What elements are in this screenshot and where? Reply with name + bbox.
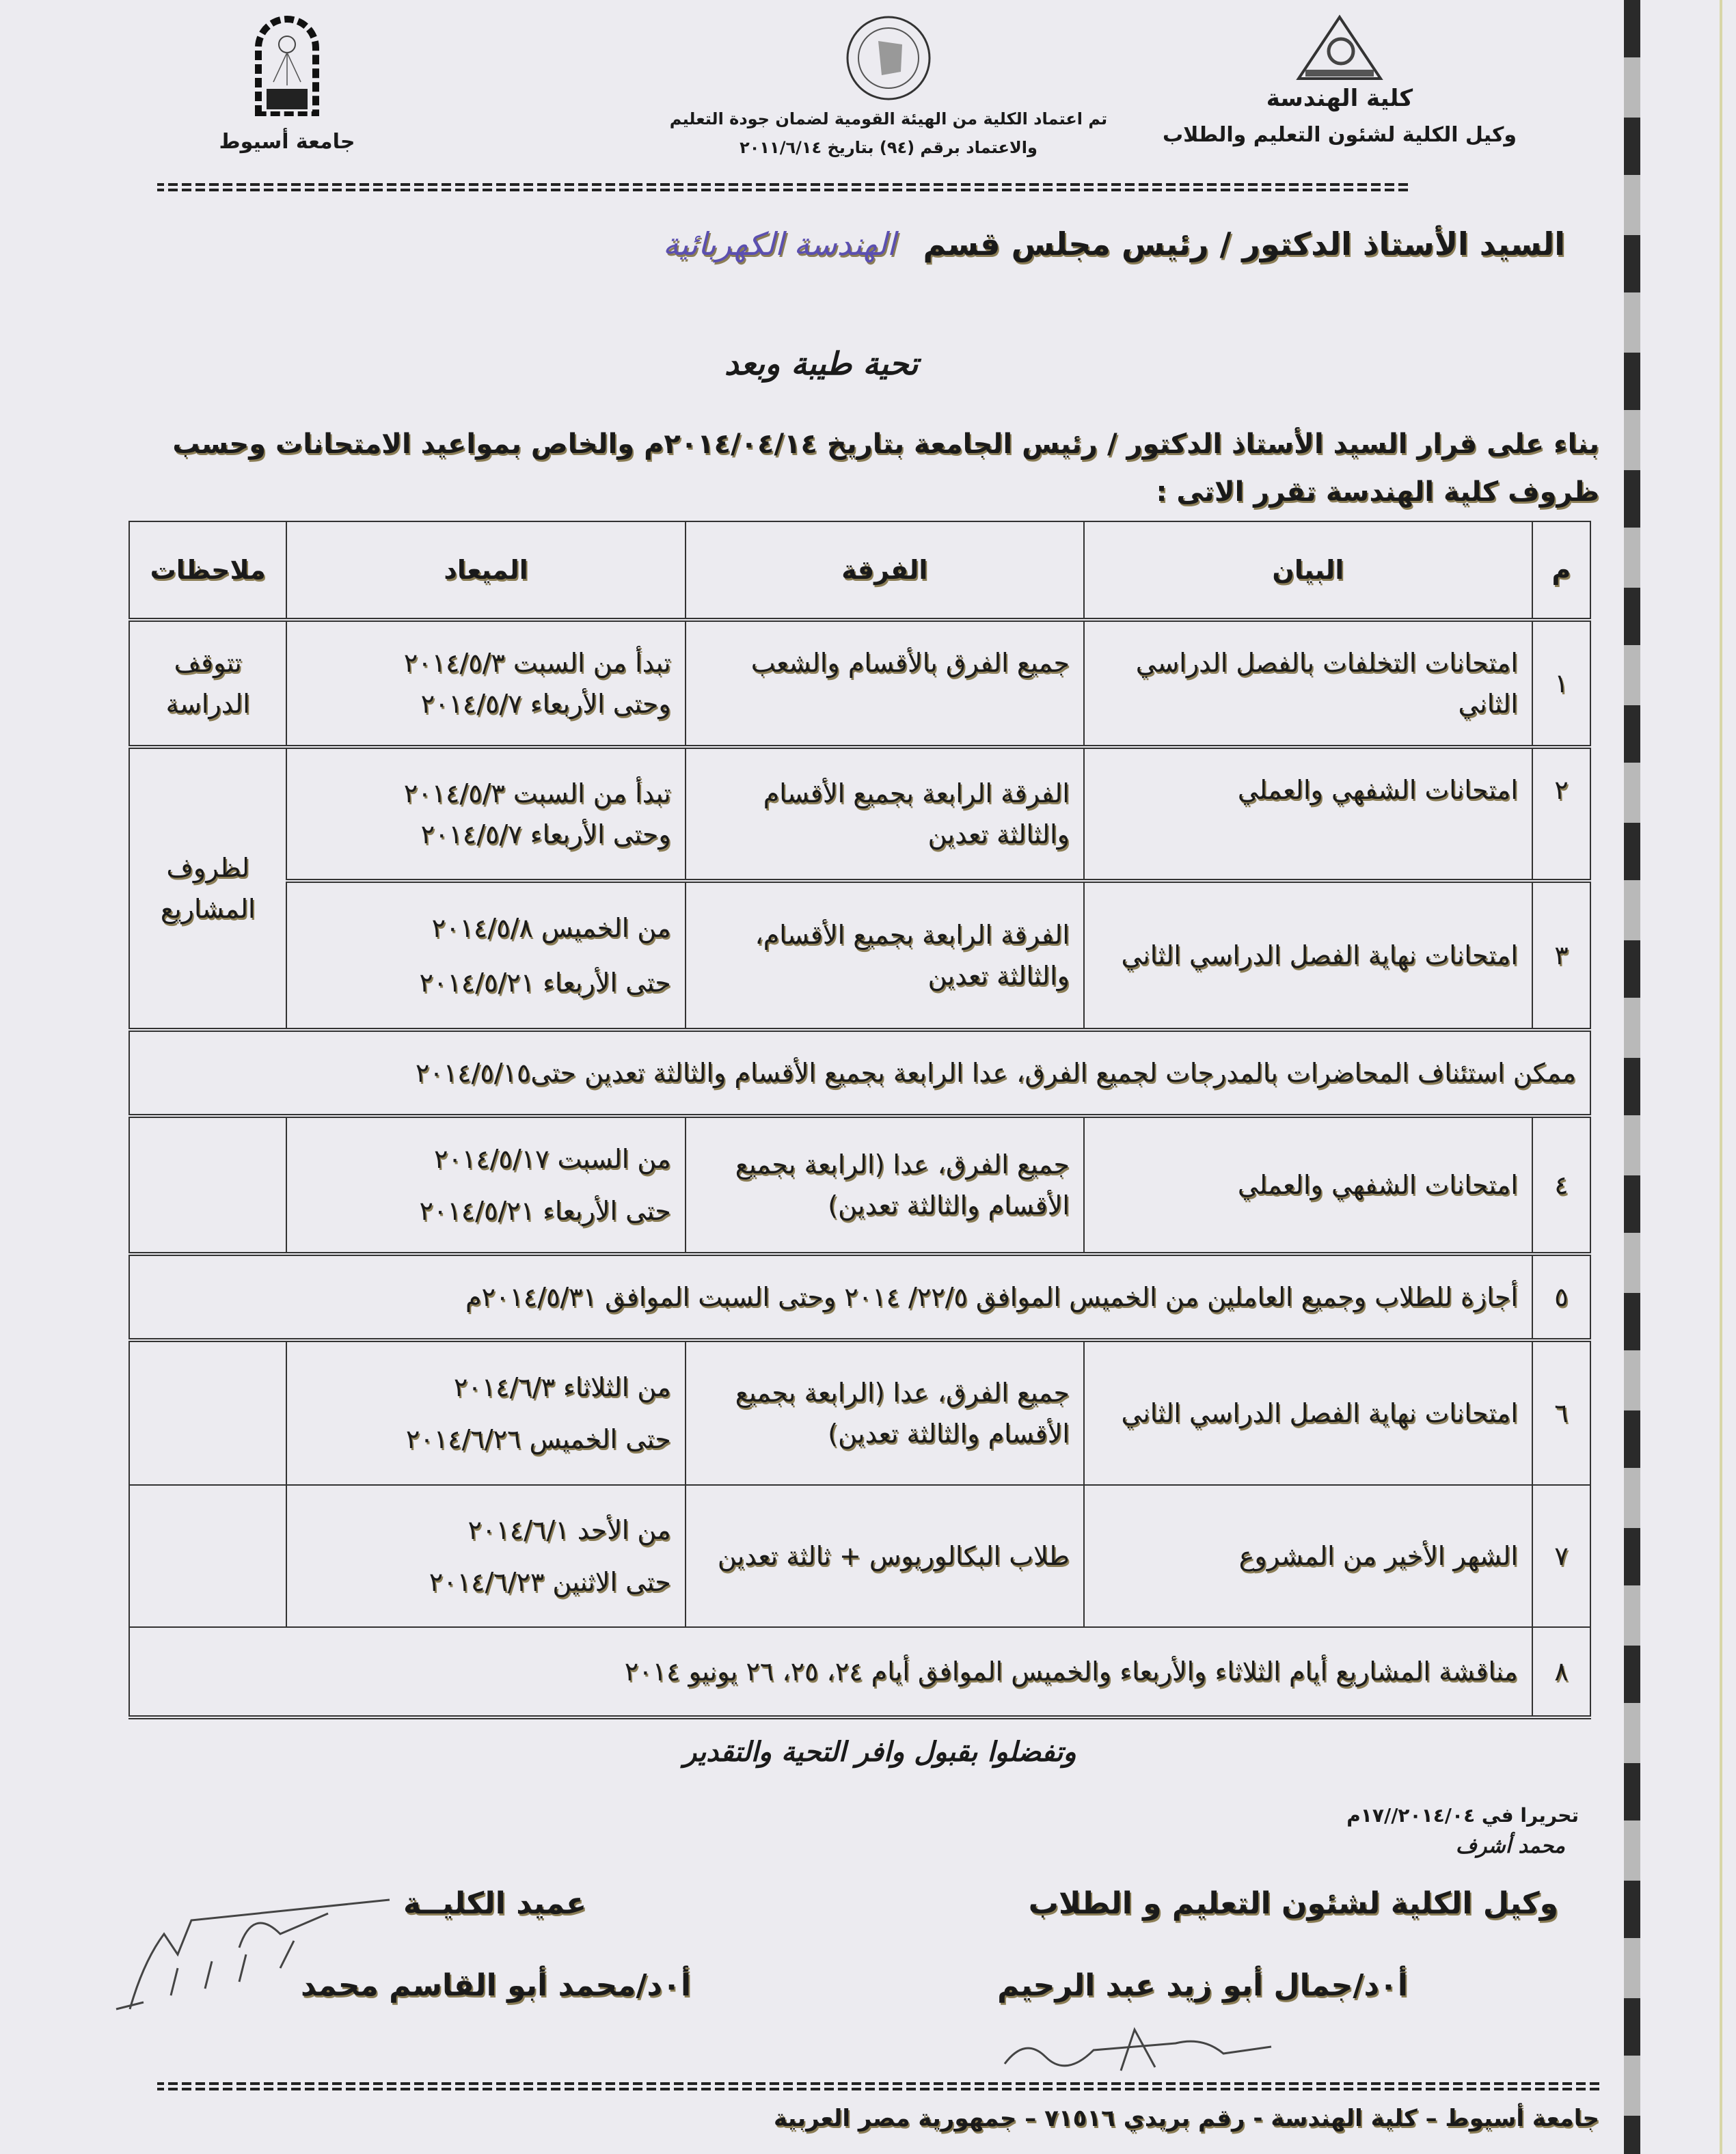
- header-date: الميعاد: [286, 521, 685, 620]
- row-notes: تتوقف الدراسة: [129, 620, 286, 747]
- date-to: حتى الأربعاء ٢٠١٤/٥/٢١: [419, 968, 671, 998]
- university-name: جامعة أسيوط: [219, 130, 355, 154]
- table-span-row: [129, 1030, 1590, 1116]
- table-row: [129, 881, 1590, 1030]
- date-from: تبدأ من السبت ٢٠١٤/٥/٣: [403, 778, 671, 808]
- row-num: ٤: [1532, 1116, 1590, 1254]
- date-from: من الخميس ٢٠١٤/٥/٨: [431, 913, 671, 943]
- row-date: [286, 747, 685, 881]
- written-date: تحريرا في ٢٠١٤/٠٤//١٧م: [1346, 1804, 1579, 1827]
- footer-address: جامعة أسيوط – كلية الهندسة - رقم بريدي ٧١٥١٦ – جمهورية مصر العربية: [774, 2105, 1599, 2132]
- row-desc: الشهر الأخير من المشروع: [1084, 1485, 1532, 1627]
- row-span-text: ممكن استئناف المحاضرات بالمدرجات لجميع الفرق، عدا الرابعة بجميع الأقسام والثالثة تعدين حتى٢٠١٤/٥/١٥: [129, 1030, 1590, 1116]
- row-num: ٦: [1532, 1340, 1590, 1485]
- greeting: تحية طيبة وبعد: [724, 345, 919, 382]
- faculty-name: كلية الهندسة: [1266, 85, 1413, 112]
- footer-divider: [157, 2082, 1599, 2090]
- table-row: [129, 747, 1590, 881]
- faculty-header: [1148, 14, 1531, 147]
- row-class: جميع الفرق بالأقسام والشعب: [686, 620, 1084, 747]
- row-num: ١: [1532, 620, 1590, 747]
- addressee: [663, 226, 1565, 262]
- table-span-row: [129, 1627, 1590, 1717]
- row-date: [286, 881, 685, 1030]
- table-row: [129, 1340, 1590, 1485]
- date-to: حتى الأربعاء ٢٠١٤/٥/٢١: [419, 1196, 671, 1226]
- university-logo-icon: [253, 14, 321, 116]
- faculty-logo-icon: [1292, 14, 1387, 82]
- row-class: الفرقة الرابعة بجميع الأقسام، والثالثة تعدين: [686, 881, 1084, 1030]
- row-desc: امتحانات نهاية الفصل الدراسي الثاني: [1084, 1340, 1532, 1485]
- row-notes: [129, 1116, 286, 1254]
- row-desc: امتحانات الشفهي والعملي: [1084, 747, 1532, 881]
- dean-title: عميد الكليــة: [403, 1886, 587, 1921]
- row-num: ٣: [1532, 881, 1590, 1030]
- table-row: [129, 1116, 1590, 1254]
- dean-name: أ٠د/محمد أبو القاسم محمد: [301, 1968, 692, 2003]
- row-notes: لظروف المشاريع: [129, 747, 286, 1030]
- row-class: جميع الفرق، عدا (الرابعة بجميع الأقسام والثالثة تعدين): [686, 1340, 1084, 1485]
- table-span-row: [129, 1254, 1590, 1340]
- date-to: حتى الاثنين ٢٠١٤/٦/٢٣: [429, 1567, 671, 1597]
- vice-dean-signature-icon: [998, 2016, 1285, 2077]
- accreditation-line-1: تم اعتماد الكلية من الهيئة القومية لضمان جودة التعليم: [669, 109, 1108, 128]
- binder-strip: [1624, 0, 1640, 2154]
- written-by: محمد أشرف: [1455, 1834, 1565, 1858]
- row-num: ٥: [1532, 1254, 1590, 1340]
- row-desc: امتحانات التخلفات بالفصل الدراسي الثاني: [1084, 620, 1532, 747]
- row-date: [286, 1485, 685, 1627]
- addressee-handwritten: الهندسة الكهربائية: [662, 226, 896, 262]
- row-date: [286, 1340, 685, 1485]
- university-header: [178, 14, 396, 154]
- exam-schedule-table: [128, 521, 1591, 1719]
- header-divider: [157, 183, 1408, 191]
- date-from: من الأحد ٢٠١٤/٦/١: [467, 1515, 671, 1545]
- date-to: حتى الخميس ٢٠١٤/٦/٢٦: [405, 1424, 671, 1454]
- row-num: ٧: [1532, 1485, 1590, 1627]
- table-header-row: [129, 521, 1590, 620]
- closing-text: وتفضلوا بقبول وافر التحية والتقدير: [683, 1736, 1076, 1768]
- row-desc: امتحانات الشفهي والعملي: [1084, 1116, 1532, 1254]
- header-desc: البيان: [1084, 521, 1532, 620]
- row-span-text: مناقشة المشاريع أيام الثلاثاء والأربعاء والخميس الموافق أيام ٢٤، ٢٥، ٢٦ يونيو ٢٠١٤: [129, 1627, 1532, 1717]
- intro-paragraph: بناء على قرار السيد الأستاذ الدكتور / رئيس الجامعة بتاريخ ٢٠١٤/٠٤/١٤م والخاص بمواعيد الامتحانات وحسب ظروف كلية الهندسة تقرر الاتى :: [172, 428, 1599, 508]
- row-date: [286, 1116, 685, 1254]
- date-from: من الثلاثاء ٢٠١٤/٦/٣: [453, 1372, 671, 1402]
- table-row: [129, 1485, 1590, 1627]
- accreditation-line-2: والاعتماد برقم (٩٤) بتاريخ ٢٠١١/٦/١٤: [740, 138, 1037, 157]
- vice-dean-title: وكيل الكلية لشئون التعليم و الطلاب: [1028, 1886, 1558, 1921]
- table-row: [129, 620, 1590, 747]
- row-class: جميع الفرق، عدا (الرابعة بجميع الأقسام والثالثة تعدين): [686, 1116, 1084, 1254]
- date-to: وحتى الأربعاء ٢٠١٤/٥/٧: [420, 819, 671, 849]
- vice-dean-name: أ٠د/جمال أبو زيد عبد الرحيم: [997, 1968, 1408, 2003]
- vice-dean-office: وكيل الكلية لشئون التعليم والطلاب: [1162, 123, 1517, 147]
- row-num: ٢: [1532, 747, 1590, 881]
- row-class: طلاب البكالوريوس + ثالثة تعدين: [686, 1485, 1084, 1627]
- date-to: وحتى الأربعاء ٢٠١٤/٥/٧: [420, 689, 671, 719]
- page-edge: [1720, 0, 1722, 2154]
- row-notes: [129, 1340, 286, 1485]
- header-class: الفرقة: [686, 521, 1084, 620]
- date-from: تبدأ من السبت ٢٠١٤/٥/٣: [403, 648, 671, 678]
- date-from: من السبت ٢٠١٤/٥/١٧: [433, 1144, 671, 1174]
- accreditation-header: [636, 14, 1141, 157]
- row-class: الفرقة الرابعة بجميع الأقسام والثالثة تعدين: [686, 747, 1084, 881]
- dean-signature-icon: [103, 1893, 403, 2016]
- row-notes: [129, 1485, 286, 1627]
- header-notes: ملاحظات: [129, 521, 286, 620]
- header-num: م: [1532, 521, 1590, 620]
- row-date: [286, 620, 685, 747]
- row-num: ٨: [1532, 1627, 1590, 1717]
- row-desc: امتحانات نهاية الفصل الدراسي الثاني: [1084, 881, 1532, 1030]
- accreditation-seal-icon: [841, 14, 936, 103]
- addressee-printed: السيد الأستاذ الدكتور / رئيس مجلس قسم: [923, 226, 1565, 262]
- row-span-text: أجازة للطلاب وجميع العاملين من الخميس الموافق ٢٢/٥/ ٢٠١٤ وحتى السبت الموافق ٢٠١٤/٥/٣١م: [129, 1254, 1532, 1340]
